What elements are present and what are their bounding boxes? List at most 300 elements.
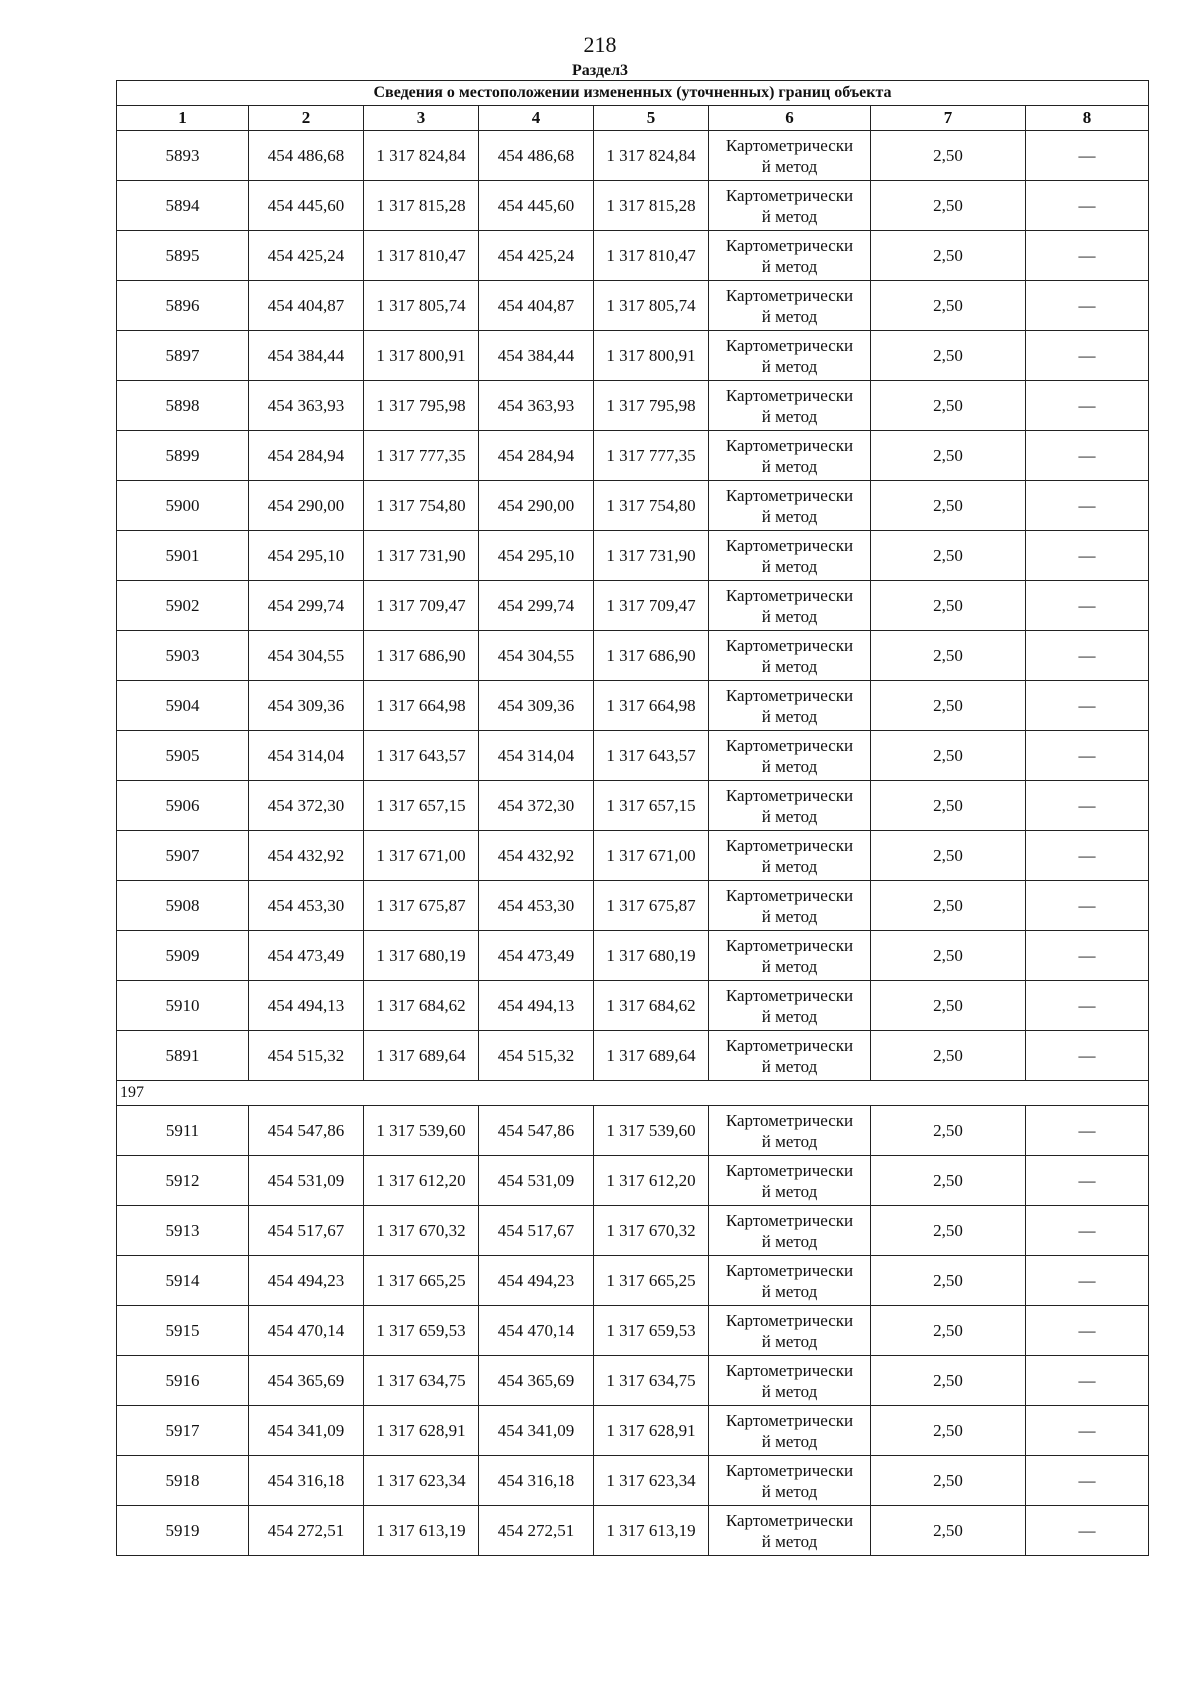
point-number-cell: 5910	[117, 981, 249, 1031]
method-cell	[709, 181, 871, 231]
point-number-cell: 5899	[117, 431, 249, 481]
method-line-2: й метод	[761, 806, 818, 826]
coordinate-cell: 1 317 689,64	[364, 1031, 479, 1081]
coordinate-cell: 1 317 815,28	[364, 181, 479, 231]
accuracy-cell: 2,50	[871, 1106, 1026, 1156]
coordinate-cell: 1 317 675,87	[364, 881, 479, 931]
accuracy-cell: 2,50	[871, 131, 1026, 181]
coordinate-cell: 1 317 643,57	[594, 731, 709, 781]
method-line-2: й метод	[761, 756, 818, 776]
point-number-cell: 5914	[117, 1256, 249, 1306]
empty-cell: —	[1026, 281, 1149, 331]
coordinate-cell: 1 317 800,91	[364, 331, 479, 381]
method-line-1: Картометрически	[725, 185, 854, 205]
table-row	[117, 481, 1149, 531]
accuracy-cell: 2,50	[871, 881, 1026, 931]
point-number-cell: 5917	[117, 1406, 249, 1456]
point-number-cell: 5909	[117, 931, 249, 981]
empty-cell: —	[1026, 1256, 1149, 1306]
coordinate-cell: 1 317 664,98	[364, 681, 479, 731]
method-line-1: Картометрически	[725, 135, 854, 155]
coordinate-cell: 454 309,36	[249, 681, 364, 731]
coordinate-cell: 1 317 665,25	[364, 1256, 479, 1306]
method-line-1: Картометрически	[725, 935, 854, 955]
method-line-2: й метод	[761, 656, 818, 676]
method-line-2: й метод	[761, 356, 818, 376]
method-cell	[709, 281, 871, 331]
coordinate-cell: 1 317 777,35	[594, 431, 709, 481]
method-line-2: й метод	[761, 1006, 818, 1026]
accuracy-cell: 2,50	[871, 931, 1026, 981]
coordinate-cell: 1 317 686,90	[594, 631, 709, 681]
point-number-cell: 5907	[117, 831, 249, 881]
point-number-cell: 5901	[117, 531, 249, 581]
coordinate-cell: 454 494,13	[249, 981, 364, 1031]
column-header: 1	[117, 106, 249, 131]
table-row	[117, 581, 1149, 631]
method-line-2: й метод	[761, 156, 818, 176]
coordinate-cell: 454 365,69	[249, 1356, 364, 1406]
table-row	[117, 1356, 1149, 1406]
coordinate-cell: 454 515,32	[479, 1031, 594, 1081]
coordinate-cell: 1 317 664,98	[594, 681, 709, 731]
point-number-cell: 5897	[117, 331, 249, 381]
coordinate-cell: 454 290,00	[479, 481, 594, 531]
accuracy-cell: 2,50	[871, 1156, 1026, 1206]
method-line-1: Картометрически	[725, 1310, 854, 1330]
coordinate-cell: 1 317 628,91	[364, 1406, 479, 1456]
coordinate-cell: 454 363,93	[479, 381, 594, 431]
empty-cell: —	[1026, 631, 1149, 681]
column-header: 2	[249, 106, 364, 131]
method-cell	[709, 481, 871, 531]
coordinate-cell: 1 317 613,19	[594, 1506, 709, 1556]
table-row	[117, 681, 1149, 731]
point-number-cell: 5912	[117, 1156, 249, 1206]
method-cell	[709, 431, 871, 481]
coordinate-cell: 1 317 612,20	[364, 1156, 479, 1206]
coordinate-cell: 454 365,69	[479, 1356, 594, 1406]
coordinate-cell: 1 317 671,00	[364, 831, 479, 881]
empty-cell: —	[1026, 1031, 1149, 1081]
coordinate-cell: 454 547,86	[249, 1106, 364, 1156]
empty-cell: —	[1026, 1456, 1149, 1506]
coordinate-cell: 1 317 665,25	[594, 1256, 709, 1306]
method-cell	[709, 131, 871, 181]
method-line-1: Картометрически	[725, 585, 854, 605]
method-line-2: й метод	[761, 856, 818, 876]
coordinate-cell: 454 470,14	[479, 1306, 594, 1356]
coordinate-cell: 454 316,18	[249, 1456, 364, 1506]
method-line-2: й метод	[761, 1531, 818, 1551]
method-line-2: й метод	[761, 606, 818, 626]
coordinate-cell: 1 317 623,34	[594, 1456, 709, 1506]
method-line-2: й метод	[761, 1181, 818, 1201]
table-row	[117, 531, 1149, 581]
coordinate-cell: 454 372,30	[249, 781, 364, 831]
coordinate-cell: 454 445,60	[249, 181, 364, 231]
point-number-cell: 5891	[117, 1031, 249, 1081]
coordinate-cell: 1 317 684,62	[364, 981, 479, 1031]
method-line-1: Картометрически	[725, 485, 854, 505]
empty-cell: —	[1026, 231, 1149, 281]
method-line-1: Картометрически	[725, 1110, 854, 1130]
accuracy-cell: 2,50	[871, 1506, 1026, 1556]
method-cell	[709, 1306, 871, 1356]
coordinate-cell: 1 317 709,47	[364, 581, 479, 631]
method-line-1: Картометрически	[725, 435, 854, 455]
accuracy-cell: 2,50	[871, 1256, 1026, 1306]
empty-cell: —	[1026, 1506, 1149, 1556]
accuracy-cell: 2,50	[871, 1406, 1026, 1456]
empty-cell: —	[1026, 331, 1149, 381]
point-number-cell: 5903	[117, 631, 249, 681]
method-line-1: Картометрически	[725, 1160, 854, 1180]
coordinate-cell: 1 317 689,64	[594, 1031, 709, 1081]
coordinate-cell: 1 317 805,74	[364, 281, 479, 331]
method-line-2: й метод	[761, 1481, 818, 1501]
method-line-1: Картометрически	[725, 535, 854, 555]
method-line-1: Картометрически	[725, 1210, 854, 1230]
coordinate-cell: 454 531,09	[479, 1156, 594, 1206]
accuracy-cell: 2,50	[871, 1456, 1026, 1506]
method-cell	[709, 1156, 871, 1206]
table-row	[117, 781, 1149, 831]
coordinate-cell: 454 272,51	[249, 1506, 364, 1556]
coordinate-cell: 454 473,49	[479, 931, 594, 981]
column-header: 5	[594, 106, 709, 131]
coordinate-cell: 1 317 824,84	[364, 131, 479, 181]
method-cell	[709, 381, 871, 431]
coordinate-cell: 1 317 643,57	[364, 731, 479, 781]
coordinate-cell: 454 404,87	[479, 281, 594, 331]
method-line-2: й метод	[761, 906, 818, 926]
accuracy-cell: 2,50	[871, 731, 1026, 781]
table-row	[117, 181, 1149, 231]
method-cell	[709, 1106, 871, 1156]
table-row	[117, 1506, 1149, 1556]
empty-cell: —	[1026, 1156, 1149, 1206]
column-header: 3	[364, 106, 479, 131]
coordinate-cell: 1 317 623,34	[364, 1456, 479, 1506]
table-row	[117, 331, 1149, 381]
coordinate-cell: 1 317 539,60	[594, 1106, 709, 1156]
accuracy-cell: 2,50	[871, 231, 1026, 281]
coordinate-cell: 454 425,24	[249, 231, 364, 281]
table-row	[117, 231, 1149, 281]
method-line-1: Картометрически	[725, 335, 854, 355]
table-row	[117, 831, 1149, 881]
point-number-cell: 5893	[117, 131, 249, 181]
group-label: 197	[117, 1081, 1149, 1106]
point-number-cell: 5915	[117, 1306, 249, 1356]
table-row	[117, 1406, 1149, 1456]
group1-body	[117, 131, 1149, 1081]
coordinate-cell: 1 317 657,15	[364, 781, 479, 831]
point-number-cell: 5905	[117, 731, 249, 781]
accuracy-cell: 2,50	[871, 1031, 1026, 1081]
point-number-cell: 5916	[117, 1356, 249, 1406]
coordinate-cell: 1 317 670,32	[594, 1206, 709, 1256]
accuracy-cell: 2,50	[871, 1206, 1026, 1256]
coordinate-cell: 1 317 659,53	[594, 1306, 709, 1356]
coordinate-cell: 454 290,00	[249, 481, 364, 531]
table-row	[117, 631, 1149, 681]
table-header-row	[117, 106, 1149, 131]
accuracy-cell: 2,50	[871, 1356, 1026, 1406]
empty-cell: —	[1026, 581, 1149, 631]
method-line-2: й метод	[761, 256, 818, 276]
accuracy-cell: 2,50	[871, 781, 1026, 831]
coordinate-cell: 454 531,09	[249, 1156, 364, 1206]
method-line-2: й метод	[761, 1431, 818, 1451]
coordinate-cell: 1 317 810,47	[594, 231, 709, 281]
point-number-cell: 5913	[117, 1206, 249, 1256]
method-line-1: Картометрически	[725, 1410, 854, 1430]
empty-cell: —	[1026, 781, 1149, 831]
point-number-cell: 5902	[117, 581, 249, 631]
coordinate-cell: 454 517,67	[479, 1206, 594, 1256]
coordinate-cell: 1 317 612,20	[594, 1156, 709, 1206]
accuracy-cell: 2,50	[871, 631, 1026, 681]
table-row	[117, 131, 1149, 181]
method-cell	[709, 731, 871, 781]
table-row	[117, 1206, 1149, 1256]
coordinate-cell: 454 272,51	[479, 1506, 594, 1556]
method-line-2: й метод	[761, 1231, 818, 1251]
coordinate-cell: 454 284,94	[249, 431, 364, 481]
method-line-1: Картометрически	[725, 235, 854, 255]
empty-cell: —	[1026, 1306, 1149, 1356]
group2-body	[117, 1106, 1149, 1556]
table-row	[117, 1156, 1149, 1206]
empty-cell: —	[1026, 1406, 1149, 1456]
method-line-2: й метод	[761, 306, 818, 326]
method-line-2: й метод	[761, 506, 818, 526]
coordinate-cell: 1 317 539,60	[364, 1106, 479, 1156]
method-cell	[709, 1031, 871, 1081]
column-header: 8	[1026, 106, 1149, 131]
column-header: 6	[709, 106, 871, 131]
method-line-1: Картометрически	[725, 985, 854, 1005]
method-cell	[709, 1406, 871, 1456]
empty-cell: —	[1026, 831, 1149, 881]
accuracy-cell: 2,50	[871, 531, 1026, 581]
method-cell	[709, 681, 871, 731]
method-line-1: Картометрически	[725, 1460, 854, 1480]
coordinate-cell: 454 515,32	[249, 1031, 364, 1081]
table-row	[117, 381, 1149, 431]
coordinate-cell: 454 295,10	[479, 531, 594, 581]
coordinate-cell: 454 453,30	[249, 881, 364, 931]
method-cell	[709, 1506, 871, 1556]
method-line-1: Картометрически	[725, 1510, 854, 1530]
method-line-1: Картометрически	[725, 685, 854, 705]
method-cell	[709, 931, 871, 981]
coordinate-cell: 454 384,44	[249, 331, 364, 381]
coordinate-cell: 454 494,13	[479, 981, 594, 1031]
point-number-cell: 5896	[117, 281, 249, 331]
coordinate-cell: 454 299,74	[479, 581, 594, 631]
method-line-2: й метод	[761, 706, 818, 726]
empty-cell: —	[1026, 481, 1149, 531]
coordinate-cell: 454 304,55	[249, 631, 364, 681]
method-line-2: й метод	[761, 1131, 818, 1151]
coordinate-cell: 1 317 754,80	[594, 481, 709, 531]
coordinate-cell: 454 314,04	[249, 731, 364, 781]
method-cell	[709, 1206, 871, 1256]
coordinate-cell: 454 445,60	[479, 181, 594, 231]
method-cell	[709, 831, 871, 881]
accuracy-cell: 2,50	[871, 331, 1026, 381]
point-number-cell: 5918	[117, 1456, 249, 1506]
accuracy-cell: 2,50	[871, 481, 1026, 531]
empty-cell: —	[1026, 731, 1149, 781]
method-line-2: й метод	[761, 956, 818, 976]
coordinate-cell: 1 317 800,91	[594, 331, 709, 381]
coordinate-cell: 454 284,94	[479, 431, 594, 481]
empty-cell: —	[1026, 431, 1149, 481]
empty-cell: —	[1026, 1106, 1149, 1156]
method-cell	[709, 781, 871, 831]
method-line-1: Картометрически	[725, 285, 854, 305]
coordinate-cell: 454 494,23	[479, 1256, 594, 1306]
method-cell	[709, 881, 871, 931]
table-title: Сведения о местоположении измененных (уточненных) границ объекта	[117, 81, 1149, 106]
empty-cell: —	[1026, 1206, 1149, 1256]
accuracy-cell: 2,50	[871, 181, 1026, 231]
accuracy-cell: 2,50	[871, 831, 1026, 881]
empty-cell: —	[1026, 981, 1149, 1031]
empty-cell: —	[1026, 931, 1149, 981]
method-cell	[709, 581, 871, 631]
coordinate-cell: 454 547,86	[479, 1106, 594, 1156]
method-line-1: Картометрически	[725, 735, 854, 755]
point-number-cell: 5911	[117, 1106, 249, 1156]
coordinate-cell: 454 432,92	[249, 831, 364, 881]
coordinate-cell: 1 317 795,98	[594, 381, 709, 431]
coordinate-cell: 1 317 709,47	[594, 581, 709, 631]
method-cell	[709, 531, 871, 581]
coordinate-cell: 454 470,14	[249, 1306, 364, 1356]
table-row	[117, 881, 1149, 931]
point-number-cell: 5895	[117, 231, 249, 281]
coordinate-cell: 1 317 670,32	[364, 1206, 479, 1256]
coordinate-cell: 454 517,67	[249, 1206, 364, 1256]
coordinate-cell: 454 372,30	[479, 781, 594, 831]
coordinate-cell: 1 317 613,19	[364, 1506, 479, 1556]
empty-cell: —	[1026, 181, 1149, 231]
group-separator	[117, 1081, 1149, 1106]
coordinate-cell: 454 295,10	[249, 531, 364, 581]
accuracy-cell: 2,50	[871, 581, 1026, 631]
coordinate-cell: 1 317 731,90	[594, 531, 709, 581]
empty-cell: —	[1026, 1356, 1149, 1406]
method-line-2: й метод	[761, 1281, 818, 1301]
method-line-1: Картометрически	[725, 635, 854, 655]
method-cell	[709, 1356, 871, 1406]
column-header: 4	[479, 106, 594, 131]
point-number-cell: 5906	[117, 781, 249, 831]
coordinate-cell: 1 317 675,87	[594, 881, 709, 931]
point-number-cell: 5898	[117, 381, 249, 431]
table-row	[117, 981, 1149, 1031]
method-line-1: Картометрически	[725, 785, 854, 805]
empty-cell: —	[1026, 681, 1149, 731]
coordinate-cell: 1 317 684,62	[594, 981, 709, 1031]
table-row	[117, 731, 1149, 781]
point-number-cell: 5908	[117, 881, 249, 931]
table-row	[117, 1456, 1149, 1506]
method-line-2: й метод	[761, 556, 818, 576]
point-number-cell: 5894	[117, 181, 249, 231]
method-line-2: й метод	[761, 456, 818, 476]
method-cell	[709, 1256, 871, 1306]
coordinate-cell: 454 363,93	[249, 381, 364, 431]
column-header: 7	[871, 106, 1026, 131]
coordinate-cell: 1 317 657,15	[594, 781, 709, 831]
accuracy-cell: 2,50	[871, 681, 1026, 731]
coordinate-cell: 1 317 815,28	[594, 181, 709, 231]
coordinate-cell: 1 317 731,90	[364, 531, 479, 581]
coordinate-cell: 454 314,04	[479, 731, 594, 781]
method-line-1: Картометрически	[725, 385, 854, 405]
table-row	[117, 931, 1149, 981]
method-line-1: Картометрически	[725, 1360, 854, 1380]
coordinate-cell: 454 341,09	[249, 1406, 364, 1456]
point-number-cell: 5904	[117, 681, 249, 731]
accuracy-cell: 2,50	[871, 431, 1026, 481]
coordinate-cell: 1 317 680,19	[364, 931, 479, 981]
coordinate-cell: 1 317 634,75	[594, 1356, 709, 1406]
coordinate-cell: 454 494,23	[249, 1256, 364, 1306]
coordinate-cell: 454 425,24	[479, 231, 594, 281]
coordinate-cell: 454 316,18	[479, 1456, 594, 1506]
accuracy-cell: 2,50	[871, 981, 1026, 1031]
method-cell	[709, 231, 871, 281]
method-line-2: й метод	[761, 206, 818, 226]
coordinate-cell: 454 404,87	[249, 281, 364, 331]
table-row	[117, 431, 1149, 481]
coordinate-cell: 454 486,68	[479, 131, 594, 181]
coordinate-cell: 1 317 805,74	[594, 281, 709, 331]
accuracy-cell: 2,50	[871, 281, 1026, 331]
method-line-1: Картометрически	[725, 1035, 854, 1055]
table-caption-row	[117, 81, 1149, 106]
coordinate-cell: 454 473,49	[249, 931, 364, 981]
empty-cell: —	[1026, 131, 1149, 181]
method-cell	[709, 1456, 871, 1506]
empty-cell: —	[1026, 381, 1149, 431]
accuracy-cell: 2,50	[871, 381, 1026, 431]
point-number-cell: 5900	[117, 481, 249, 531]
accuracy-cell: 2,50	[871, 1306, 1026, 1356]
group-label-row	[117, 1081, 1149, 1106]
coordinates-table	[116, 80, 1149, 1556]
empty-cell: —	[1026, 881, 1149, 931]
method-line-2: й метод	[761, 1331, 818, 1351]
empty-cell: —	[1026, 531, 1149, 581]
table-row	[117, 1106, 1149, 1156]
coordinate-cell: 1 317 671,00	[594, 831, 709, 881]
coordinate-cell: 454 486,68	[249, 131, 364, 181]
page-number: 218	[583, 32, 617, 57]
coordinate-cell: 454 384,44	[479, 331, 594, 381]
coordinate-cell: 1 317 634,75	[364, 1356, 479, 1406]
table-row	[117, 281, 1149, 331]
method-line-1: Картометрически	[725, 835, 854, 855]
coordinate-cell: 1 317 810,47	[364, 231, 479, 281]
